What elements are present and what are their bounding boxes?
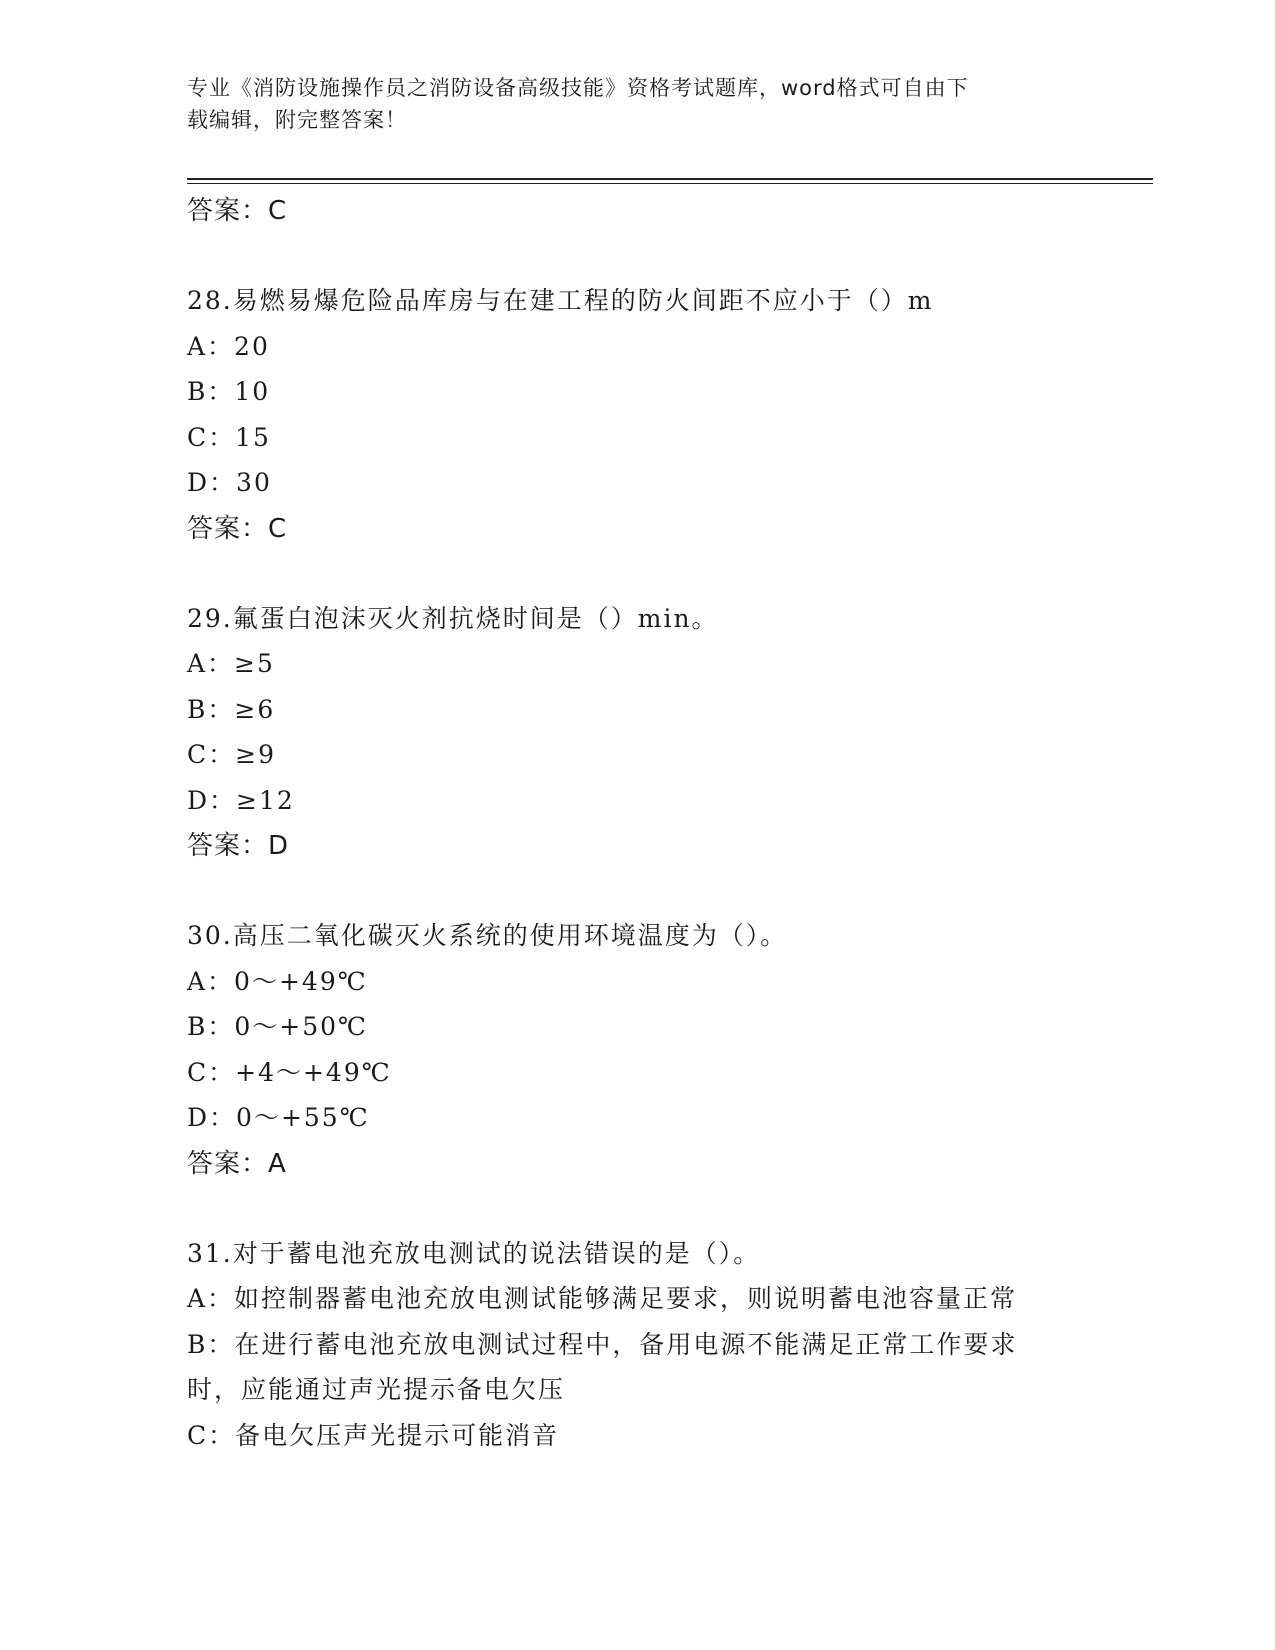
option-c: C：+4～+49℃ (187, 1057, 392, 1087)
option-c: C：15 (187, 422, 271, 452)
option-b: B：0～+50℃ (187, 1012, 369, 1041)
option-c: C：≥9 (187, 740, 276, 769)
option-b-continued: 时，应能通过声光提示备电欠压 (187, 1375, 566, 1404)
option-a: A：0～+49℃ (187, 966, 368, 996)
option-d: D：≥12 (187, 785, 295, 815)
question-text: 28.易燃易爆危险品库房与在建工程的防火间距不应小于（）m (187, 286, 934, 315)
answer-line: 答案：C (187, 196, 288, 226)
question-block (187, 596, 1087, 870)
question-text: 31.对于蓄电池充放电测试的说法错误的是（）。 (187, 1238, 761, 1268)
question-block (187, 913, 1087, 1187)
option-c: C：备电欠压声光提示可能消音 (187, 1420, 560, 1450)
option-d: D：0～+55℃ (187, 1103, 370, 1132)
option-a: A：如控制器蓄电池充放电测试能够满足要求，则说明蓄电池容量正常 (187, 1284, 1018, 1313)
answer-line: 答案：D (187, 831, 290, 861)
header-line-2: 载编辑，附完整答案！ (187, 108, 407, 132)
option-b: B：在进行蓄电池充放电测试过程中，备用电源不能满足正常工作要求 (187, 1329, 1018, 1359)
answer-line: 答案：C (187, 513, 288, 544)
option-b: B：≥6 (187, 694, 276, 724)
question-list (187, 188, 1087, 1458)
header-rule-thin (187, 183, 1153, 184)
question-block (187, 278, 1087, 552)
answer-line: 答案：A (187, 1148, 287, 1179)
document-header (187, 72, 1087, 136)
option-d: D：30 (187, 468, 272, 497)
header-line-1: 专业《消防设施操作员之消防设备高级技能》资格考试题库，word格式可自由下 (187, 76, 969, 100)
question-text: 29.氟蛋白泡沫灭火剂抗烧时间是（）min。 (187, 603, 719, 633)
question-text: 30.高压二氧化碳灭火系统的使用环境温度为（）。 (187, 921, 788, 950)
option-a: A：20 (187, 331, 270, 361)
option-a: A：≥5 (187, 649, 275, 678)
question-block (187, 1231, 1087, 1459)
header-rule-thick (187, 178, 1153, 180)
option-b: B：10 (187, 377, 271, 406)
